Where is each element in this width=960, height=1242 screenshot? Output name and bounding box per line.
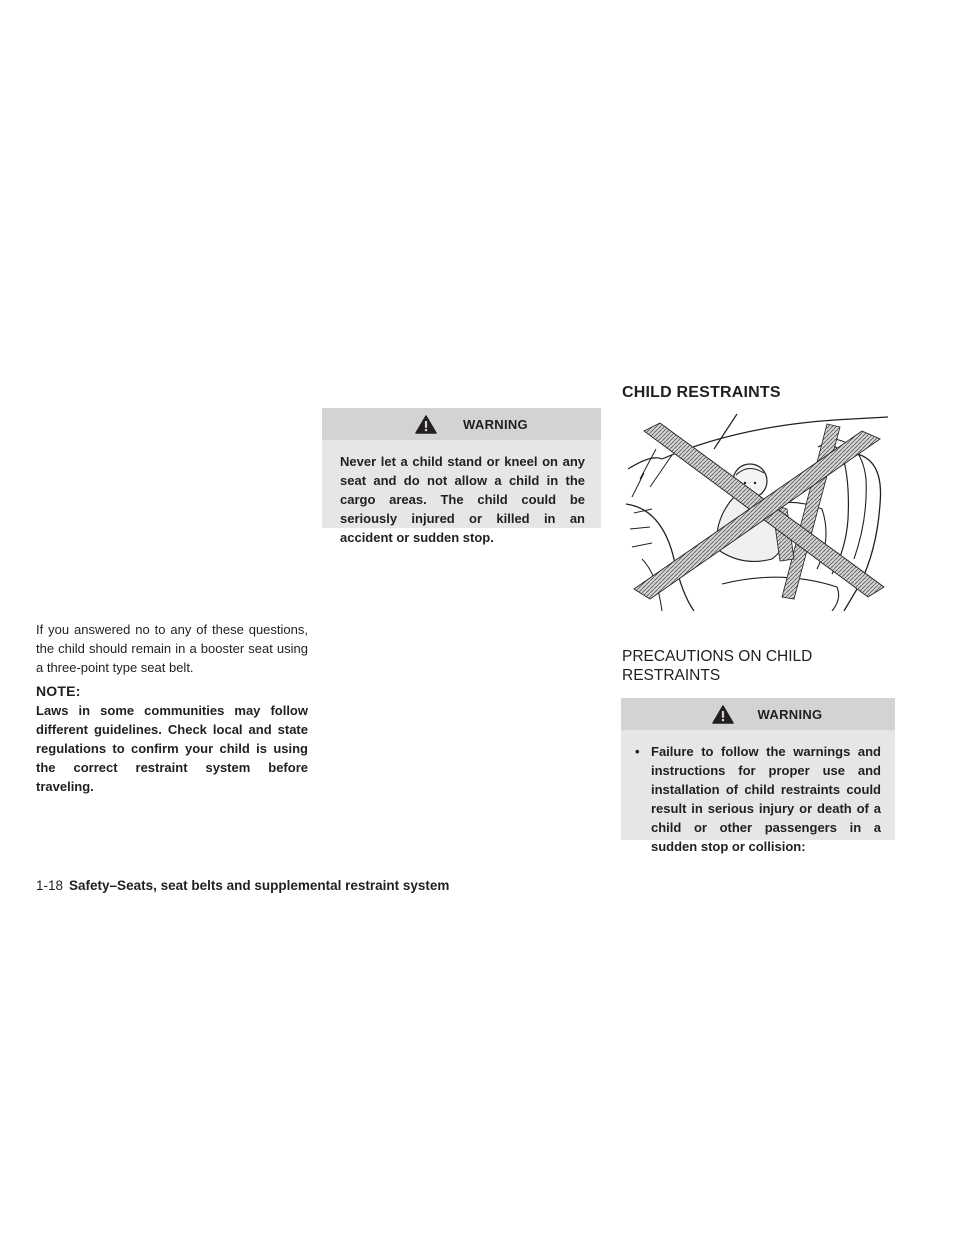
warning-label: WARNING — [757, 706, 823, 722]
section-title: CHILD RESTRAINTS — [622, 384, 781, 401]
warning-header — [621, 698, 895, 730]
note-body: Laws in some communities may follow different guidelines. Check local and state regulations to confirm your child is using the correct restraint system before traveling. — [36, 703, 308, 794]
warning-label: WARNING — [463, 416, 528, 432]
bullet: • — [635, 744, 640, 759]
note-label: NOTE: — [36, 683, 81, 699]
body-paragraph: If you answered no to any of these questions, the child should remain in a booster seat using a three-point type seat belt. — [36, 622, 308, 675]
warning-box — [621, 698, 895, 854]
warning-text: Failure to follow the warnings and instructions for proper use and installation of child restraints could result in serious injury or death of a child or other passengers in a sudden stop or collision: — [651, 744, 881, 854]
child-on-lap-illustration — [622, 409, 888, 611]
subsection-title: PRECAUTIONS ON CHILD RESTRAINTS — [622, 648, 813, 684]
warning-triangle-icon — [415, 415, 437, 439]
warning-text: Never let a child stand or kneel on any seat and do not allow a child in the cargo areas. The child could be seriously injured or killed in an accident or sudden stop. — [340, 454, 585, 545]
page-footer — [36, 878, 449, 893]
warning-triangle-icon — [712, 705, 734, 729]
warning-box — [322, 408, 601, 545]
warning-list-item — [621, 730, 895, 856]
footer-section-title: Safety–Seats, seat belts and supplemental restraint system — [69, 878, 450, 893]
page-number: 1-18 — [36, 878, 64, 893]
warning-header — [322, 408, 601, 440]
